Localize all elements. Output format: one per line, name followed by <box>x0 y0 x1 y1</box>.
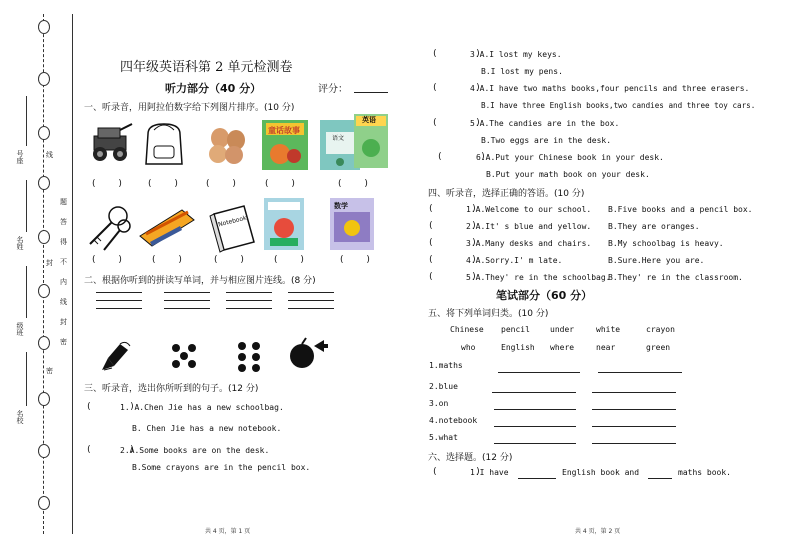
q3-2-option-b: B.Some crayons are in the pencil box. <box>132 463 311 472</box>
jeep-icon <box>84 122 136 168</box>
q5-word: under <box>550 325 575 334</box>
q6-1-part-c: maths book. <box>678 468 731 477</box>
q5-item-3: 3.on <box>429 399 449 408</box>
q1-answer-9[interactable]: ( ) <box>274 255 304 265</box>
q6-answer-1[interactable]: ( ) <box>432 467 481 477</box>
q3-4-option-b: B.I have three English books,two candies and three toy cars. <box>481 101 756 110</box>
seal-circle <box>38 72 50 86</box>
q4-2-option-a: 2.A.It' s blue and yellow. <box>466 222 592 231</box>
q1-answer-10[interactable]: ( ) <box>340 255 370 265</box>
q4-answer-4[interactable]: ( ) <box>428 255 477 265</box>
q5-2-blank-a[interactable] <box>492 392 576 393</box>
q6-1-blank-a[interactable] <box>518 478 556 479</box>
q1-heading: 一、听录音，用阿拉伯数字给下列图片排序。(10 分) <box>84 103 295 113</box>
q5-item-5: 5.what <box>429 433 458 442</box>
q1-answer-5[interactable]: ( ) <box>338 179 368 189</box>
seal-circle <box>38 176 50 190</box>
q1-answer-1[interactable]: ( ) <box>92 179 122 189</box>
warn-char: 密 <box>60 338 67 346</box>
q5-3-blank-a[interactable] <box>494 409 576 410</box>
q5-heading: 五、将下列单词归类。(10 分) <box>428 309 549 319</box>
q1-answer-6[interactable]: ( ) <box>92 255 122 265</box>
right-footer: 共 4 页，第 2 页 <box>575 528 621 535</box>
q3-answer-1[interactable]: ( ) <box>86 402 135 412</box>
q5-1-blank-a[interactable] <box>498 372 580 373</box>
seal-circle <box>38 126 50 140</box>
seal-circle <box>38 496 50 510</box>
pencil-case-icon <box>136 206 200 246</box>
q4-4-option-b: B.Sure.Here you are. <box>608 256 705 265</box>
written-heading: 笔试部分（60 分） <box>496 289 593 302</box>
q4-answer-2[interactable]: ( ) <box>428 221 477 231</box>
q5-5-blank-a[interactable] <box>494 443 576 444</box>
school-label: 名校 <box>16 410 24 424</box>
q3-2-option-a: 2.A.Some books are on the desk. <box>120 446 270 455</box>
q4-2-option-b: B.They are oranges. <box>608 222 700 231</box>
maths-book-title: 数学 <box>334 202 348 210</box>
q5-3-blank-b[interactable] <box>592 409 676 410</box>
q4-3-option-a: 3.A.Many desks and chairs. <box>466 239 592 248</box>
q4-5-option-a: 5.A.They' re in the schoolbag. <box>466 273 611 282</box>
q5-item-1: 1.maths <box>429 361 463 370</box>
listening-heading: 听力部分（40 分） <box>165 82 262 95</box>
q1-answer-2[interactable]: ( ) <box>148 179 178 189</box>
eggs-icon <box>204 126 250 164</box>
q1-answer-3[interactable]: ( ) <box>206 179 236 189</box>
q3-6-option-a: 6.A.Put your Chinese book in your desk. <box>476 153 664 162</box>
q6-1-part-b: English book and <box>562 468 640 477</box>
warn-char: 内 <box>60 278 67 286</box>
notebook-word: Notebook <box>217 214 248 229</box>
q5-word: Chinese <box>450 325 484 334</box>
seal-mark-secret: 密 <box>46 367 53 375</box>
name-field[interactable] <box>26 180 27 232</box>
six-dots-icon <box>236 341 264 373</box>
q1-answer-4[interactable]: ( ) <box>265 179 295 189</box>
seal-circle <box>38 284 50 298</box>
q5-1-blank-b[interactable] <box>598 372 682 373</box>
warn-char: 答 <box>60 218 67 226</box>
q3-6-option-b: B.Put your math book on your desk. <box>486 170 650 179</box>
storybook-title: 童话故事 <box>268 126 300 135</box>
left-footer: 共 4 页，第 1 页 <box>205 528 251 535</box>
class-label: 级班 <box>16 322 24 336</box>
seal-circle <box>38 444 50 458</box>
seal-mark-seal: 封 <box>46 259 53 267</box>
q4-answer-5[interactable]: ( ) <box>428 272 477 282</box>
seal-circle <box>38 20 50 34</box>
seal-mark-line: 线 <box>46 151 53 159</box>
score-label: 评分： <box>318 84 348 95</box>
q4-5-option-b: B.They' re in the classroom. <box>608 273 743 282</box>
q1-answer-7[interactable]: ( ) <box>152 255 182 265</box>
five-dots-icon <box>170 342 202 370</box>
warn-char: 线 <box>60 298 67 306</box>
warn-char: 题 <box>60 198 67 206</box>
page-title: 四年级英语科第 2 单元检测卷 <box>120 60 293 75</box>
q3-5-option-b: B.Two eggs are in the desk. <box>481 136 612 145</box>
score-field[interactable] <box>354 92 388 93</box>
seat-number-label: 号座 <box>16 150 24 164</box>
q4-4-option-a: 4.A.Sorry.I' m late. <box>466 256 563 265</box>
schoolbag-icon <box>140 120 188 168</box>
q3-heading: 三、听录音，选出你所听到的句子。(12 分) <box>84 384 259 394</box>
apple-icon <box>288 336 330 370</box>
q4-3-option-b: B.My schoolbag is heavy. <box>608 239 724 248</box>
q4-heading: 四、听录音，选择正确的答语。(10 分) <box>428 189 585 199</box>
q5-word: near <box>596 343 616 352</box>
q2-heading: 二、根据你听到的拼读写单词，并与相应图片连线。(8 分) <box>84 276 316 286</box>
warn-char: 封 <box>60 318 67 326</box>
pen-nib-icon <box>98 340 134 372</box>
q5-word: English <box>501 343 535 352</box>
q5-4-blank-b[interactable] <box>592 426 676 427</box>
q3-answer-6[interactable]: ( ) <box>437 152 486 162</box>
q5-word: where <box>550 343 575 352</box>
q5-2-blank-b[interactable] <box>592 392 676 393</box>
school-field[interactable] <box>26 352 27 406</box>
q5-word: green <box>646 343 671 352</box>
q5-4-blank-a[interactable] <box>494 426 576 427</box>
q6-1-blank-b[interactable] <box>648 478 672 479</box>
q5-word: white <box>596 325 621 334</box>
seat-number-field[interactable] <box>26 96 27 146</box>
q3-1-option-a: 1. A.Chen Jie has a new schoolbag. <box>120 403 284 412</box>
q4-1-option-b: B.Five books and a pencil box. <box>608 205 753 214</box>
q5-word: who <box>461 343 476 352</box>
seal-circle <box>38 230 50 244</box>
q3-3-option-b: B.I lost my pens. <box>481 67 563 76</box>
warn-char: 得 <box>60 238 67 246</box>
q3-answer-2[interactable]: ( ) <box>86 445 135 455</box>
q3-answer-4[interactable]: ( ) <box>432 83 481 93</box>
q3-4-option-a: 4.A.I have two maths books,four pencils and three erasers. <box>470 84 750 93</box>
english-book-title: 英语 <box>362 116 376 124</box>
notebook-icon <box>208 202 258 254</box>
seal-circle <box>38 336 50 350</box>
q3-answer-5[interactable]: ( ) <box>432 118 481 128</box>
warn-char: 不 <box>60 258 67 266</box>
q5-word: crayon <box>646 325 675 334</box>
keys-icon <box>84 204 134 252</box>
q4-1-option-a: 1.A.Welcome to our school. <box>466 205 592 214</box>
q6-1-part-a: 1.I have <box>470 468 509 477</box>
q5-word: pencil <box>501 325 530 334</box>
q3-1-option-b: B. Chen Jie has a new notebook. <box>132 424 282 433</box>
q4-answer-1[interactable]: ( ) <box>428 204 477 214</box>
q5-5-blank-b[interactable] <box>592 443 676 444</box>
q4-answer-3[interactable]: ( ) <box>428 238 477 248</box>
seal-line <box>72 14 73 534</box>
q3-3-option-a: 3.A.I lost my keys. <box>470 50 562 59</box>
chinese-book-title: 语文 <box>332 135 345 142</box>
q5-item-2: 2.blue <box>429 382 458 391</box>
q3-answer-3[interactable]: ( ) <box>432 49 481 59</box>
name-label: 名姓 <box>16 236 24 250</box>
q5-item-4: 4.notebook <box>429 416 478 425</box>
class-field[interactable] <box>26 266 27 318</box>
picture-book-icon <box>264 198 304 250</box>
seal-circle <box>38 392 50 406</box>
q6-heading: 六、选择题。(12 分) <box>428 453 513 463</box>
q3-5-option-a: 5.A.The candies are in the box. <box>470 119 620 128</box>
q1-answer-8[interactable]: ( ) <box>214 255 244 265</box>
